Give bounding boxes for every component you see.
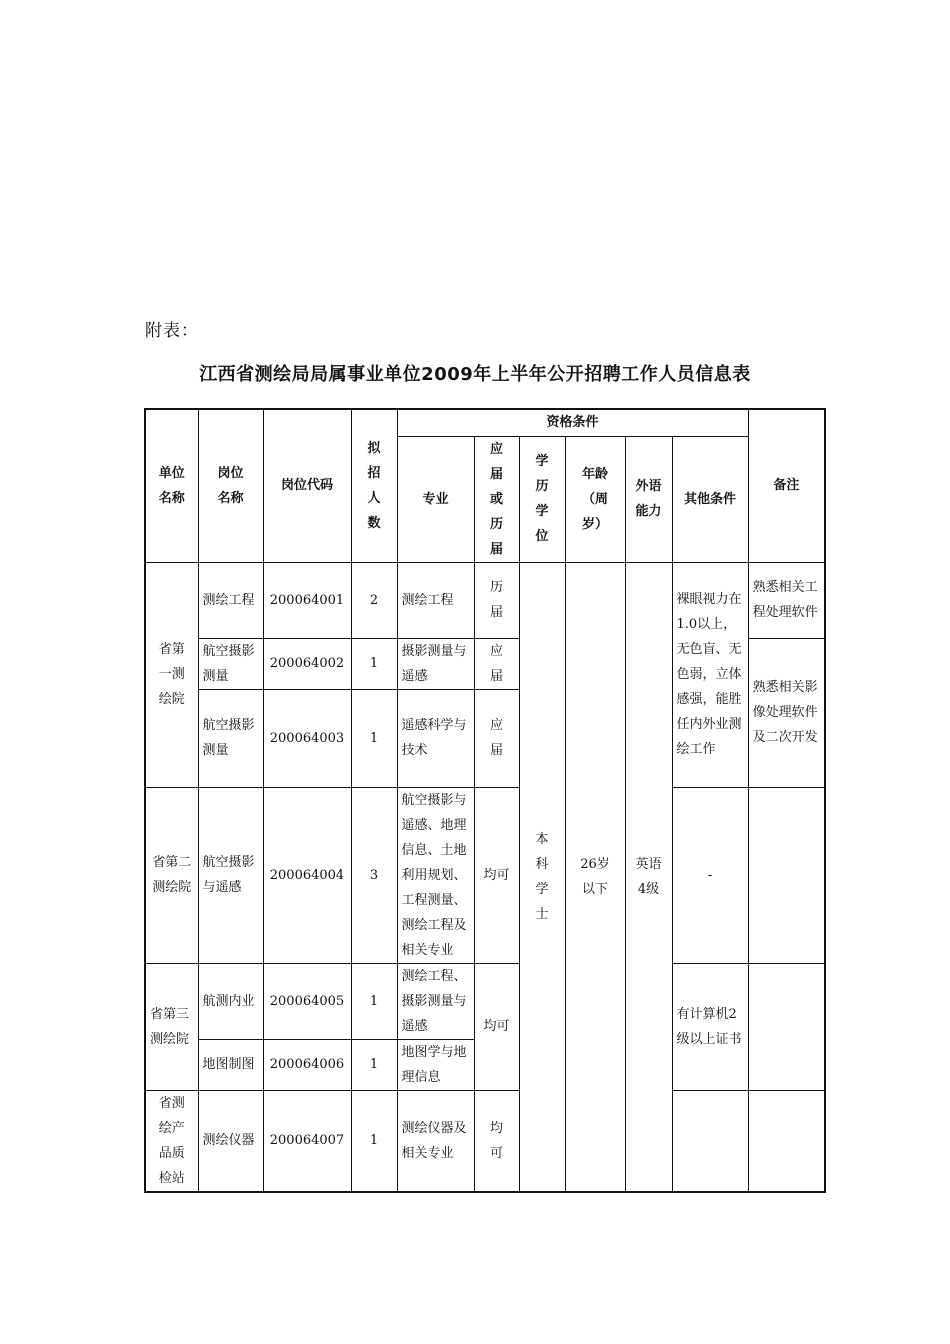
major-cell: 遥感科学与技术 [397, 689, 474, 787]
post-cell: 测绘仪器 [198, 1090, 263, 1192]
recruitment-table [144, 408, 826, 1193]
table-row [145, 562, 825, 638]
unit-cell: 省第二测绘院 [145, 787, 198, 963]
fresh-cell: 应届 [474, 689, 519, 787]
post-cell: 航空摄影测量 [198, 638, 263, 689]
remarks-cell [748, 1090, 825, 1192]
header-degree: 学历学位 [519, 436, 565, 562]
post-cell: 航测内业 [198, 963, 263, 1039]
count-cell: 1 [351, 689, 397, 787]
post-cell: 地图制图 [198, 1039, 263, 1090]
header-other: 其他条件 [672, 436, 748, 562]
header-post: 岗位名称 [198, 409, 263, 562]
header-unit: 单位名称 [145, 409, 198, 562]
remarks-cell: 熟悉相关影像处理软件及二次开发 [748, 638, 825, 787]
major-cell: 摄影测量与遥感 [397, 638, 474, 689]
fresh-cell: 历届 [474, 562, 519, 638]
other-condition-cell: - [672, 787, 748, 963]
count-cell: 1 [351, 1039, 397, 1090]
major-cell: 测绘仪器及相关专业 [397, 1090, 474, 1192]
post-cell: 航空摄影测量 [198, 689, 263, 787]
unit-cell: 省第一测绘院 [145, 562, 198, 787]
post-cell: 测绘工程 [198, 562, 263, 638]
language-cell: 英语4级 [625, 562, 672, 1192]
fresh-cell: 均可 [474, 963, 519, 1090]
code-cell: 200064004 [263, 787, 351, 963]
table-row [145, 1090, 825, 1192]
age-cell: 26岁以下 [565, 562, 625, 1192]
remarks-cell [748, 787, 825, 963]
header-major: 专业 [397, 436, 474, 562]
major-cell: 航空摄影与遥感、地理信息、土地利用规划、工程测量、测绘工程及相关专业 [397, 787, 474, 963]
other-condition-cell [672, 1090, 748, 1192]
count-cell: 2 [351, 562, 397, 638]
code-cell: 200064005 [263, 963, 351, 1039]
header-code: 岗位代码 [263, 409, 351, 562]
header-count: 拟招人数 [351, 409, 397, 562]
major-cell: 测绘工程、摄影测量与遥感 [397, 963, 474, 1039]
table-row [145, 787, 825, 963]
code-cell: 200064006 [263, 1039, 351, 1090]
table-row [145, 963, 825, 1039]
attachment-label: 附表： [145, 321, 199, 341]
count-cell: 3 [351, 787, 397, 963]
document-title: 江西省测绘局局属事业单位2009年上半年公开招聘工作人员信息表 [199, 364, 751, 385]
remarks-cell [748, 963, 825, 1090]
unit-cell: 省第三测绘院 [145, 963, 198, 1090]
fresh-cell: 均可 [474, 1090, 519, 1192]
code-cell: 200064002 [263, 638, 351, 689]
post-cell: 航空摄影与遥感 [198, 787, 263, 963]
remarks-cell: 熟悉相关工程处理软件 [748, 562, 825, 638]
header-age: 年龄（周岁） [565, 436, 625, 562]
major-cell: 测绘工程 [397, 562, 474, 638]
unit-cell: 省测绘产品质检站 [145, 1090, 198, 1192]
other-condition-cell: 有计算机2级以上证书 [672, 963, 748, 1090]
count-cell: 1 [351, 638, 397, 689]
header-language: 外语能力 [625, 436, 672, 562]
header-fresh: 应届或历届 [474, 436, 519, 562]
code-cell: 200064007 [263, 1090, 351, 1192]
code-cell: 200064001 [263, 562, 351, 638]
code-cell: 200064003 [263, 689, 351, 787]
major-cell: 地图学与地理信息 [397, 1039, 474, 1090]
other-condition-cell: 裸眼视力在1.0以上，无色盲、无色弱，立体感强，能胜任内外业测绘工作 [672, 562, 748, 787]
fresh-cell: 应届 [474, 638, 519, 689]
degree-cell: 本科学士 [519, 562, 565, 1192]
count-cell: 1 [351, 1090, 397, 1192]
count-cell: 1 [351, 963, 397, 1039]
header-qualification: 资格条件 [397, 409, 748, 436]
fresh-cell: 均可 [474, 787, 519, 963]
header-remarks: 备注 [748, 409, 825, 562]
